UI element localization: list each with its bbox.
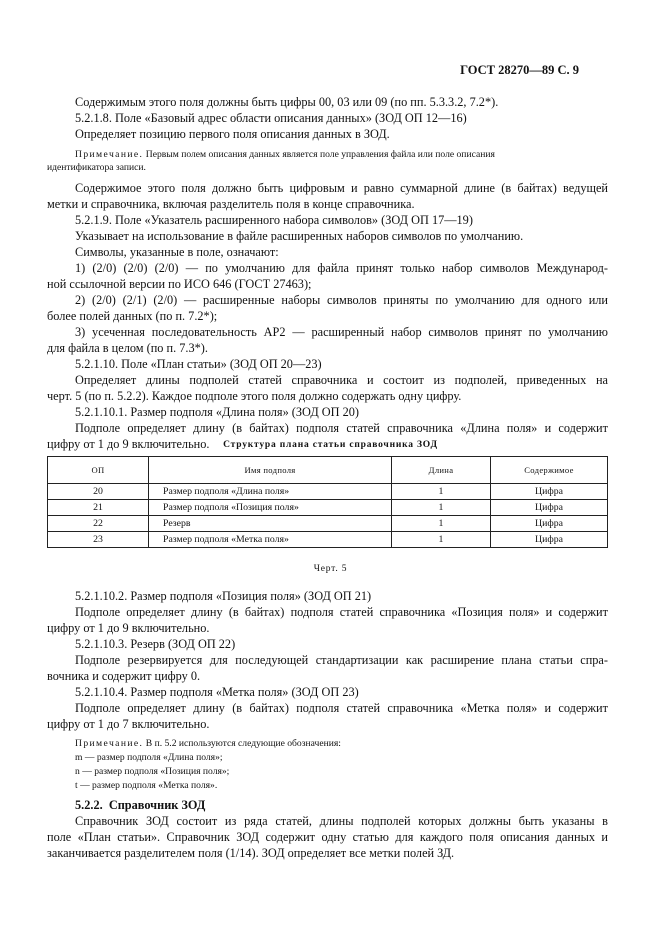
table-cell-name: Резерв <box>149 516 392 532</box>
paragraph-line: цифру от 1 до 9 включительно. <box>47 437 210 451</box>
table-header-row <box>48 457 608 484</box>
paragraph-line: Подполе определяет длину (в байтах) подполя статей справочника «Метка поля» и содержит <box>75 701 608 715</box>
list-item-line: 3) усеченная последовательность АР2 — расширенный набор символов принят по умолчанию <box>75 325 608 339</box>
table-cell-content: Цифра <box>491 500 608 516</box>
table-cell-op: 21 <box>48 500 149 516</box>
paragraph-line: поле «План статьи». Справочник ЗОД содержит одну статью для каждого поля описания данных и <box>47 830 608 844</box>
table-row <box>48 516 608 532</box>
section-title: Справочник ЗОД <box>108 798 206 812</box>
table-cell-length: 1 <box>392 532 491 548</box>
list-item-line: 1) (2/0) (2/0) (2/0) — по умолчанию для файла принят только набор символов Международ- <box>75 261 608 275</box>
paragraph-line: Определяет позицию первого поля описания данных в ЗОД. <box>75 127 390 141</box>
paragraph-line: Подполе определяет длину (в байтах) подполя статей справочника «Длина поля» и содержит <box>75 421 608 435</box>
table-cell-length: 1 <box>392 484 491 500</box>
subfield-table <box>47 456 608 548</box>
page-header: ГОСТ 28270—89 С. 9 <box>460 63 579 77</box>
note-text: В п. 5.2 используются следующие обозначения: <box>145 738 341 749</box>
paragraph-line: цифру от 1 до 9 включительно. <box>47 621 210 635</box>
note-line: идентификатора записи. <box>47 162 146 173</box>
list-item-line: ной ссылочной версии по ИСО 646 (ГОСТ 27463); <box>47 277 312 291</box>
section-heading-5-2-1-10: 5.2.1.10. Поле «План статьи» (ЗОД ОП 20—23) <box>75 357 322 371</box>
paragraph-line: заканчивается разделителем поля (1/14). ЗОД определяет все метки полей ЗД. <box>47 846 455 860</box>
column-header-length: Длина <box>392 457 491 484</box>
table-cell-length: 1 <box>392 500 491 516</box>
section-heading-5-2-1-9: 5.2.1.9. Поле «Указатель расширенного набора символов» (ЗОД ОП 17—19) <box>75 213 473 227</box>
paragraph-line: Указывает на использование в файле расширенных наборов символов по умолчанию. <box>75 229 524 243</box>
paragraph-line: цифру от 1 до 7 включительно. <box>47 717 210 731</box>
paragraph-line: метки и справочника, включая разделитель поля в конце справочника. <box>47 197 415 211</box>
table-cell-content: Цифра <box>491 484 608 500</box>
section-heading-5-2-1-10-4: 5.2.1.10.4. Размер подполя «Метка поля» (ЗОД ОП 23) <box>75 685 359 699</box>
figure-label: Черт. 5 <box>313 564 348 574</box>
note-line: m — размер подполя «Длина поля»; <box>75 752 223 763</box>
column-header-content: Содержимое <box>491 457 608 484</box>
list-item-line: для файла в целом (по п. 7.3*). <box>47 341 208 355</box>
paragraph-line: черт. 5 (по п. 5.2.2). Каждое подполе этого поля должно содержать одну цифру. <box>47 389 462 403</box>
section-heading-5-2-1-8: 5.2.1.8. Поле «Базовый адрес области описания данных» (ЗОД ОП 12—16) <box>75 111 467 125</box>
table-cell-name: Размер подполя «Позиция поля» <box>149 500 392 516</box>
note-text: Первым полем описания данных является поле управления файла или поле описания <box>145 149 495 160</box>
table-cell-content: Цифра <box>491 532 608 548</box>
paragraph-line: Содержимым этого поля должны быть цифры 00, 03 или 09 (по пп. 5.3.3.2, 7.2*). <box>75 95 499 109</box>
table-cell-name: Размер подполя «Метка поля» <box>149 532 392 548</box>
paragraph-line: Справочник ЗОД состоит из ряда статей, длины подполей которых должны быть указаны в <box>75 814 608 828</box>
paragraph-line: Содержимое этого поля должно быть цифровым и равно суммарной длине (в байтах) ведущей <box>75 181 608 195</box>
note-label: Примечание. <box>75 149 144 160</box>
table-row <box>48 532 608 548</box>
section-heading-5-2-1-10-3: 5.2.1.10.3. Резерв (ЗОД ОП 22) <box>75 637 236 651</box>
table-cell-length: 1 <box>392 516 491 532</box>
table-cell-name: Размер подполя «Длина поля» <box>149 484 392 500</box>
column-header-name: Имя подполя <box>149 457 392 484</box>
table-cell-op: 20 <box>48 484 149 500</box>
table-cell-content: Цифра <box>491 516 608 532</box>
section-number: 5.2.2. <box>75 798 103 812</box>
note-line: t — размер подполя «Метка поля». <box>75 780 218 791</box>
paragraph-line: Определяет длины подполей статей справочника и состоит из подполей, приведенных на <box>75 373 608 387</box>
column-header-op: ОП <box>48 457 149 484</box>
section-heading-5-2-2 <box>75 798 205 813</box>
paragraph-line: вочника и содержит цифру 0. <box>47 669 201 683</box>
table-row <box>48 484 608 500</box>
table-caption: Структура плана статьи справочника ЗОД <box>223 440 438 450</box>
note-line <box>75 148 495 161</box>
note-label: Примечание. <box>75 738 144 749</box>
list-item-line: более полей данных (по п. 7.2*); <box>47 309 218 323</box>
paragraph-line: Символы, указанные в поле, означают: <box>75 245 279 259</box>
section-heading-5-2-1-10-2: 5.2.1.10.2. Размер подполя «Позиция поля» (ЗОД ОП 21) <box>75 589 372 603</box>
paragraph-line: Подполе резервируется для последующей стандартизации как расширение плана статьи спра- <box>75 653 608 667</box>
table-cell-op: 22 <box>48 516 149 532</box>
list-item-line: 2) (2/0) (2/1) (2/0) — расширенные наборы символов приняты по умолчанию для одного или <box>75 293 608 307</box>
section-heading-5-2-1-10-1: 5.2.1.10.1. Размер подполя «Длина поля» (ЗОД ОП 20) <box>75 405 360 419</box>
note-line: n — размер подполя «Позиция поля»; <box>75 766 230 777</box>
table-row <box>48 500 608 516</box>
table-cell-op: 23 <box>48 532 149 548</box>
note-line <box>75 737 341 750</box>
paragraph-line: Подполе определяет длину (в байтах) подполя статей справочника «Позиция поля» и содержит <box>75 605 608 619</box>
